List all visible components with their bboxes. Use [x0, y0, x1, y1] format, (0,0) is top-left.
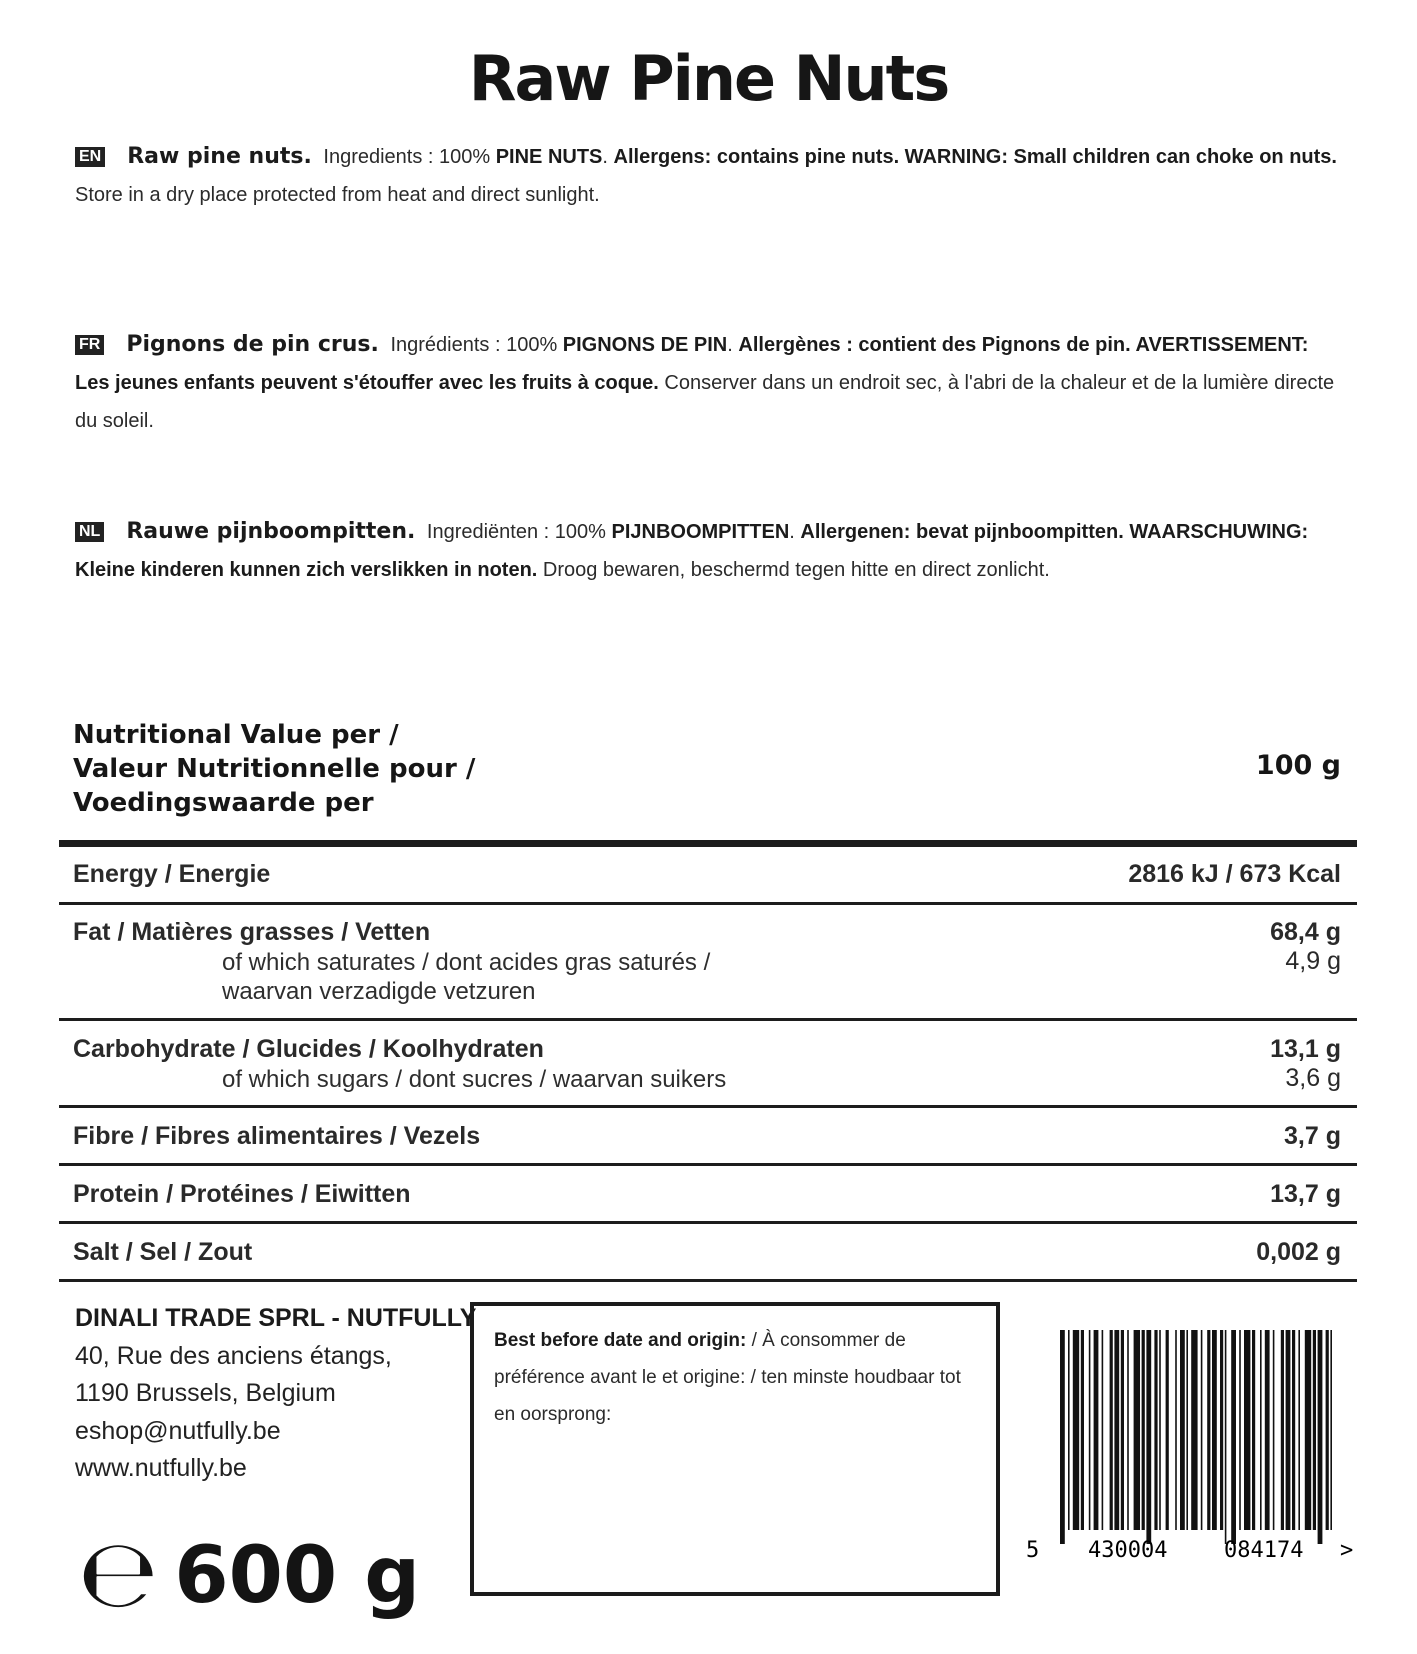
barcode-bar	[1201, 1330, 1203, 1530]
nutrition-row-fat-values	[1270, 918, 1341, 976]
barcode-bar	[1073, 1330, 1079, 1530]
nutrition-row-salt-label: Salt / Sel / Zout	[73, 1238, 253, 1266]
barcode-bar	[1060, 1330, 1065, 1544]
barcode-bar	[1231, 1330, 1236, 1544]
barcode-bar	[1094, 1330, 1099, 1530]
barcode-right-digits: 084174	[1224, 1538, 1304, 1563]
table-top-rule	[59, 840, 1357, 847]
barcode-bar	[1281, 1330, 1284, 1530]
nutrition-row-saturates-label	[222, 948, 710, 1006]
barcode-bar	[1186, 1330, 1188, 1530]
barcode-bar	[1114, 1330, 1119, 1530]
company-email: eshop@nutfully.be	[75, 1416, 281, 1445]
company-name: DINALI TRADE SPRL - NUTFULLY	[75, 1304, 477, 1332]
nutrition-row-protein-label: Protein / Protéines / Eiwitten	[73, 1180, 411, 1208]
barcode-bar	[1207, 1330, 1210, 1530]
saturates-label-line1: of which saturates / dont acides gras saturés /	[222, 949, 711, 976]
nutrition-row-fibre-label: Fibre / Fibres alimentaires / Vezels	[73, 1122, 481, 1150]
nutrition-row-sugars-label	[222, 1065, 726, 1094]
barcode-first-digit: 5	[1026, 1538, 1040, 1563]
allergens-fr: Allergènes : contient des Pignons de pin. AVERTISSEMENT: Les jeunes enfants peuvent s'étouffer avec les fruits à coque.	[75, 334, 1309, 394]
nutrition-heading-fr: Valeur Nutritionnelle pour /	[73, 754, 476, 784]
fat-value: 68,4 g	[1270, 918, 1341, 946]
barcode-bar	[1159, 1330, 1161, 1530]
ingredients-value-fr: PIGNONS DE PIN	[562, 334, 728, 356]
barcode-bar	[1326, 1330, 1329, 1530]
net-weight-value: 600 g	[174, 1531, 421, 1621]
barcode-bar	[1286, 1330, 1291, 1530]
barcode	[1022, 1330, 1357, 1600]
barcode-bar	[1191, 1330, 1197, 1530]
barcode-bar	[1180, 1330, 1185, 1530]
carbohydrate-value: 13,1 g	[1270, 1035, 1341, 1063]
address-line-1: 40, Rue des anciens étangs,	[75, 1341, 392, 1370]
company-address	[75, 1300, 476, 1488]
barcode-bar	[1175, 1330, 1177, 1530]
barcode-bar	[1121, 1330, 1124, 1530]
barcode-bar	[1142, 1330, 1145, 1530]
barcode-bar	[1212, 1330, 1217, 1530]
sugars-value: 3,6 g	[1285, 1064, 1341, 1092]
barcode-bar	[1252, 1330, 1255, 1530]
best-before-translations: / À consommer de préférence avant le et origine: / ten minste houdbaar tot en oorsprong:	[494, 1330, 961, 1425]
nutrition-heading	[73, 718, 475, 820]
nutrition-row-protein-value: 13,7 g	[1270, 1180, 1341, 1208]
barcode-bars	[1060, 1330, 1332, 1544]
barcode-bar	[1089, 1330, 1091, 1530]
barcode-bar	[1244, 1330, 1250, 1530]
barcode-bar	[1081, 1330, 1084, 1530]
punct-fr: .	[727, 334, 739, 356]
saturates-value: 4,9 g	[1285, 947, 1341, 975]
product-title: Raw Pine Nuts	[468, 42, 949, 115]
barcode-bar	[1102, 1330, 1104, 1530]
ingredients-label-en: Ingredients : 100%	[317, 146, 496, 168]
barcode-bar	[1225, 1330, 1227, 1544]
allergens-en: Allergens: contains pine nuts. WARNING: Small children can choke on nuts.	[613, 146, 1337, 168]
barcode-bar	[1298, 1330, 1300, 1530]
storage-nl: Droog bewaren, beschermd tegen hitte en direct zonlicht.	[537, 559, 1050, 581]
product-name-fr: Pignons de pin crus.	[126, 332, 379, 357]
barcode-bar	[1146, 1330, 1151, 1544]
table-rule	[59, 1279, 1357, 1282]
ingredients-label-fr: Ingrédients : 100%	[384, 334, 563, 356]
barcode-bar	[1068, 1330, 1070, 1530]
table-rule	[59, 1105, 1357, 1108]
barcode-bar	[1265, 1330, 1270, 1530]
table-rule	[59, 1221, 1357, 1224]
lang-tag-fr: FR	[75, 335, 104, 355]
barcode-end-mark: >	[1340, 1538, 1354, 1563]
lang-tag-en: EN	[75, 147, 105, 167]
company-website: www.nutfully.be	[75, 1454, 247, 1482]
barcode-bar	[1313, 1330, 1316, 1530]
barcode-bar	[1273, 1330, 1275, 1530]
sugars-label-line1: of which sugars / dont sucres / waarvan suikers	[222, 1066, 727, 1093]
nutrition-row-salt-value: 0,002 g	[1256, 1238, 1341, 1266]
table-rule	[59, 1163, 1357, 1166]
product-name-nl: Rauwe pijnboompitten.	[126, 519, 416, 544]
barcode-bar	[1166, 1330, 1169, 1530]
barcode-bar	[1220, 1330, 1223, 1530]
net-weight	[78, 1520, 420, 1629]
punct-nl: .	[789, 521, 801, 543]
barcode-bar	[1127, 1330, 1129, 1530]
barcode-bar	[1292, 1330, 1295, 1530]
lang-block-fr	[75, 326, 1345, 440]
barcode-bar	[1154, 1330, 1157, 1530]
barcode-bar	[1318, 1330, 1323, 1544]
nutrition-heading-en: Nutritional Value per /	[73, 720, 399, 750]
product-name-en: Raw pine nuts.	[127, 144, 312, 169]
lang-tag-nl: NL	[75, 522, 104, 542]
barcode-left-digits: 430004	[1088, 1538, 1168, 1563]
ingredients-value-en: PINE NUTS	[495, 146, 603, 168]
nutrition-row-energy-label: Energy / Energie	[73, 860, 271, 888]
estimated-sign-icon: ℮	[78, 1520, 159, 1629]
nutrition-row-carbohydrate-values	[1270, 1035, 1341, 1093]
nutrition-row-fibre-value: 3,7 g	[1284, 1122, 1341, 1150]
table-rule	[59, 1018, 1357, 1021]
nutrition-row-fat-label: Fat / Matières grasses / Vetten	[73, 918, 431, 946]
saturates-label-line2: waarvan verzadigde vetzuren	[222, 978, 536, 1005]
table-rule	[59, 902, 1357, 905]
lang-block-nl	[75, 513, 1345, 589]
nutrition-heading-nl: Voedingswaarde per	[73, 788, 374, 818]
ingredients-value-nl: PIJNBOOMPITTEN	[611, 521, 790, 543]
barcode-bar	[1110, 1330, 1113, 1530]
lang-block-en	[75, 138, 1345, 214]
best-before-box	[470, 1302, 1000, 1596]
ingredients-label-nl: Ingrediënten : 100%	[421, 521, 612, 543]
best-before-label: Best before date and origin:	[494, 1330, 747, 1351]
storage-fr: Conserver dans un endroit sec, à l'abri de la chaleur et de la lumière directe du soleil.	[75, 372, 1335, 432]
barcode-bar	[1330, 1330, 1332, 1530]
address-line-2: 1190 Brussels, Belgium	[75, 1379, 336, 1407]
barcode-bar	[1239, 1330, 1241, 1530]
barcode-bar	[1260, 1330, 1262, 1530]
nutrition-row-carbohydrate-label: Carbohydrate / Glucides / Koolhydraten	[73, 1035, 544, 1063]
allergens-nl: Allergenen: bevat pijnboompitten. WAARSCHUWING: Kleine kinderen kunnen zich verslikken in noten.	[75, 521, 1309, 581]
barcode-bar	[1305, 1330, 1311, 1530]
storage-en: Store in a dry place protected from heat and direct sunlight.	[75, 184, 600, 206]
nutrition-row-energy-value: 2816 kJ / 673 Kcal	[1128, 860, 1341, 888]
nutrition-per-amount: 100 g	[1255, 750, 1341, 781]
punct-en: .	[602, 146, 614, 168]
barcode-bar	[1134, 1330, 1140, 1530]
